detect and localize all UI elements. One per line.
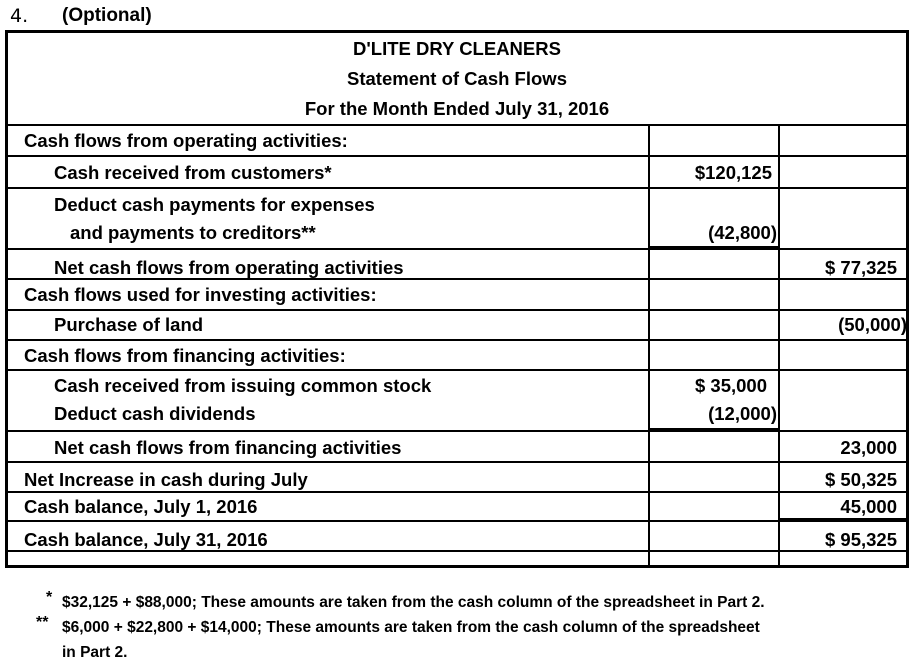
row-divider — [5, 187, 909, 189]
statement-period: For the Month Ended July 31, 2016 — [304, 98, 610, 119]
subtotal-rule — [650, 246, 778, 250]
column-divider — [648, 124, 650, 568]
row-label: Cash balance, July 1, 2016 — [24, 496, 258, 517]
amount-cell: (50,000) — [838, 314, 907, 335]
statement-title: Statement of Cash Flows — [347, 68, 567, 89]
row-divider — [5, 339, 909, 341]
column-divider — [778, 124, 780, 568]
row-divider — [5, 520, 909, 522]
row-label: Net cash flows from financing activities — [54, 437, 402, 458]
footnote-continuation: in Part 2. — [62, 644, 128, 661]
problem-number: 4. — [10, 5, 29, 27]
optional-label: (Optional) — [62, 5, 152, 26]
row-divider — [5, 124, 909, 126]
amount-cell: 45,000 — [840, 496, 897, 517]
footnote-marker: * — [46, 589, 53, 606]
footnote-text: $32,125 + $88,000; These amounts are taken from the cash column of the spreadsheet in Part 2. — [62, 594, 765, 611]
amount-cell: 23,000 — [840, 437, 897, 458]
row-divider — [5, 461, 909, 463]
amount-cell: $ 77,325 — [824, 257, 897, 278]
row-divider — [5, 369, 909, 371]
amount-cell: $ 35,000 — [694, 375, 767, 396]
row-label: Cash received from customers* — [54, 162, 332, 183]
row-label: Cash received from issuing common stock — [54, 375, 432, 396]
amount-cell: (42,800) — [708, 222, 777, 243]
subtotal-rule — [650, 428, 778, 432]
row-label: Deduct cash dividends — [54, 403, 256, 424]
amount-cell: (12,000) — [708, 403, 777, 424]
row-divider — [5, 491, 909, 493]
footnote-text: $6,000 + $22,800 + $14,000; These amounts are taken from the cash column of the spreadsheet — [62, 619, 760, 636]
row-label: Cash balance, July 31, 2016 — [24, 529, 268, 550]
amount-cell: $120,125 — [694, 162, 772, 183]
section-investing-label: Cash flows used for investing activities: — [24, 284, 377, 305]
row-label: Net Increase in cash during July — [24, 469, 308, 490]
section-operating-label: Cash flows from operating activities: — [24, 130, 348, 151]
company-name: D'LITE DRY CLEANERS — [353, 38, 561, 59]
total-rule — [780, 518, 906, 522]
row-label: Net cash flows from operating activities — [54, 257, 404, 278]
section-financing-label: Cash flows from financing activities: — [24, 345, 346, 366]
row-divider — [5, 155, 909, 157]
amount-cell: $ 50,325 — [824, 469, 897, 490]
row-label: Deduct cash payments for expenses — [54, 194, 375, 215]
row-label: and payments to creditors** — [70, 222, 316, 243]
row-divider — [5, 309, 909, 311]
row-label: Purchase of land — [54, 314, 204, 335]
footnote-marker: ** — [36, 614, 49, 631]
amount-cell: $ 95,325 — [824, 529, 897, 550]
